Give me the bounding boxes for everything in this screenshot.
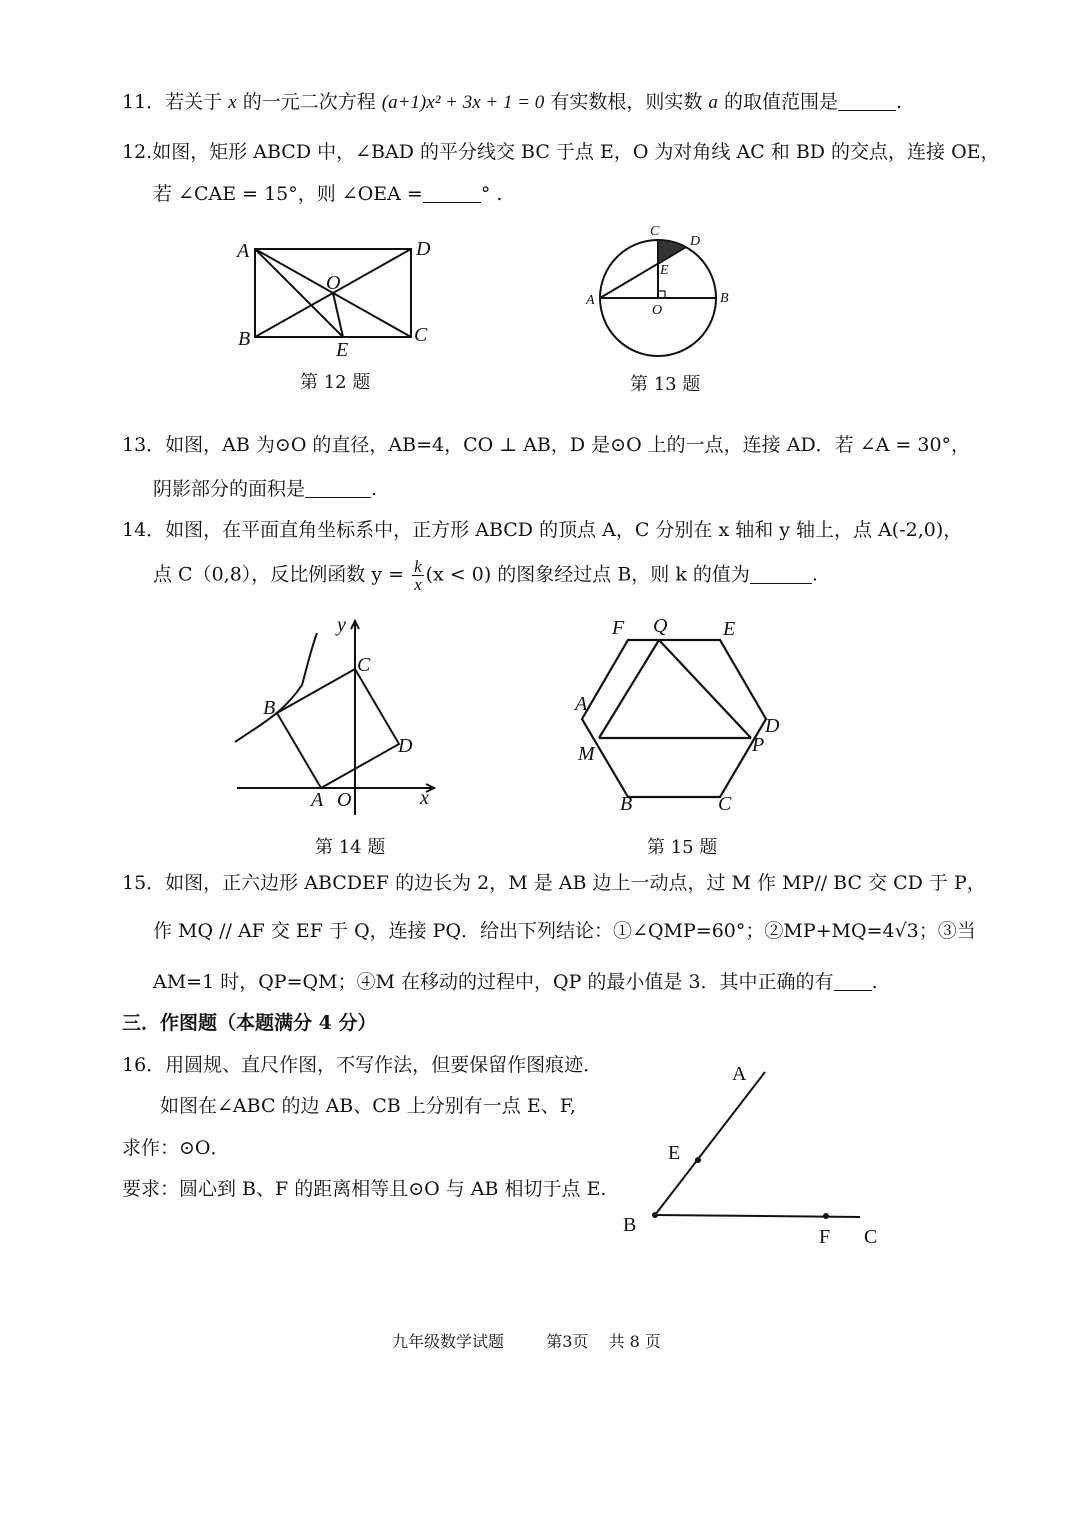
fig14-label-a: A (311, 789, 324, 811)
fig12-label-e: E (336, 339, 349, 361)
fig12-label-b: B (238, 328, 251, 350)
q12-line-1: 12.如图，矩形 ABCD 中，∠BAD 的平分线交 BC 于点 E，O 为对角线 AC 和 BD 的交点，连接 OE， (122, 141, 1000, 163)
shaded-region (658, 240, 686, 264)
fig14-label-c: C (357, 654, 371, 676)
square-abcd (277, 669, 399, 788)
figure-15 (570, 610, 800, 825)
q15-line-2: 作 MQ // AF 交 EF 于 Q，连接 PQ．给出下列结论：①∠QMP=60°；②MP+MQ=4√3；③当 (153, 920, 976, 942)
fig14-label-o: O (337, 789, 352, 811)
q16-line-3: 求作：⊙O． (122, 1137, 230, 1159)
footer (392, 1329, 661, 1352)
q14-frac-num: k (414, 557, 422, 576)
q11-var-a: a (708, 92, 718, 113)
q13-line-2-text: 阴影部分的面积是 (153, 478, 306, 500)
fig15-label-d: D (765, 715, 780, 737)
q12-line-2 (153, 184, 502, 204)
fig15-caption: 第 15 题 (647, 837, 718, 858)
fig13-caption: 第 13 题 (630, 374, 701, 395)
footer-total: 共 8 页 (608, 1332, 661, 1351)
q14-line-2-end: . (811, 563, 818, 586)
fig16-label-a: A (732, 1063, 747, 1085)
fig15-label-b: B (620, 793, 633, 815)
fig12-label-c: C (414, 324, 428, 346)
figure-16 (615, 1060, 905, 1255)
q11-line (122, 92, 902, 112)
fig15-label-c: C (718, 793, 732, 815)
q14-line-2-text-b: (x < 0) 的图象经过点 B，则 k 的值为 (425, 563, 750, 586)
q12-answer-blank[interactable] (423, 184, 481, 203)
fig12-caption: 第 12 题 (300, 372, 371, 393)
q11-end: . (895, 91, 903, 113)
fig14-label-x: x (420, 787, 429, 809)
fig15-label-f: F (612, 617, 625, 639)
q11-text-d: 的取值范围是 (723, 91, 838, 113)
q11-text-b: 的一元二次方程 (242, 91, 376, 113)
q15-line-3-end: . (871, 971, 878, 993)
q15-line-1: 15．如图，正六边形 ABCDEF 的边长为 2，M 是 AB 边上一动点，过 M 作 MP// BC 交 CD 于 P， (122, 872, 986, 894)
fig14-label-y: y (337, 614, 346, 636)
q13-line-2 (153, 479, 377, 499)
q13-line-2-end: . (371, 478, 378, 500)
footer-title: 九年级数学试题 (392, 1332, 505, 1351)
fig12-label-a: A (237, 240, 250, 262)
q11-var-x: x (228, 92, 237, 113)
q14-fraction (412, 558, 424, 593)
q11-text-c: 有实数根，则实数 (550, 91, 703, 113)
q14-answer-blank[interactable] (750, 565, 812, 584)
q16-line-4: 要求：圆心到 B、F 的距离相等且⊙O 与 AB 相切于点 E. (122, 1178, 607, 1200)
fig13-label-o: O (652, 303, 663, 318)
fig15-label-e: E (723, 618, 736, 640)
fig12-label-d: D (416, 238, 431, 260)
fig13-label-d: D (690, 234, 701, 249)
q13-line-1: 13．如图，AB 为⊙O 的直径，AB=4，CO ⊥ AB，D 是⊙O 上的一点，连接 AD．若 ∠A = 30°， (122, 434, 971, 456)
q12-line-2-end: ° . (480, 183, 503, 205)
q15-line-3-text: AM=1 时，QP=QM；④M 在移动的过程中，QP 的最小值是 3．其中正确的有 (153, 971, 834, 993)
q15-answer-blank[interactable] (834, 972, 872, 991)
q15-line-3 (153, 972, 878, 992)
fig13-label-e: E (660, 263, 669, 278)
point-e (695, 1157, 701, 1163)
segment-mq (599, 640, 659, 738)
footer-page: 第3页 (546, 1332, 589, 1351)
right-angle-mark (658, 291, 665, 298)
q14-line-2-text: 点 C（0,8），反比例函数 y = (153, 563, 405, 586)
q12-line-2-text: 若 ∠CAE = 15°，则 ∠OEA = (153, 183, 423, 205)
q11-equation: (a+1)x² + 3x + 1 = 0 (381, 92, 545, 113)
fig16-label-f: F (819, 1226, 831, 1248)
figure-13 (580, 222, 740, 362)
ray-bc (655, 1215, 860, 1217)
hyperbola-curve (235, 633, 317, 742)
q16-line-1: 16．用圆规、直尺作图，不写作法，但要保留作图痕迹． (122, 1054, 603, 1076)
segment-qp (659, 640, 751, 738)
q11-answer-blank[interactable] (838, 92, 896, 111)
fig14-label-d: D (398, 735, 413, 757)
fig13-label-c: C (650, 224, 660, 239)
fig13-label-a: A (586, 293, 595, 308)
q14-line-1: 14．如图，在平面直角坐标系中，正方形 ABCD 的顶点 A，C 分别在 x 轴和 y 轴上，点 A(-2,0)， (122, 519, 963, 541)
segment-oe (333, 293, 343, 337)
point-f (823, 1213, 829, 1219)
fig16-label-c: C (864, 1226, 878, 1248)
figure-12 (230, 235, 450, 365)
fig15-label-p: P (752, 734, 765, 756)
fig15-label-m: M (578, 743, 595, 765)
fig13-label-b: B (720, 291, 729, 306)
fig12-label-o: O (326, 272, 341, 294)
q14-line-2 (153, 558, 818, 593)
section-3-heading: 三．作图题（本题满分 4 分） (122, 1012, 377, 1034)
q16-line-2: 如图在∠ABC 的边 AB、CB 上分别有一点 E、F, (160, 1095, 576, 1117)
fig16-label-e: E (668, 1142, 681, 1164)
q11-text-a: 11．若关于 (122, 91, 223, 113)
point-b (652, 1212, 658, 1218)
hexagon-abcdef (582, 640, 766, 797)
figure-14 (225, 605, 445, 815)
fig14-label-b: B (263, 697, 276, 719)
q13-answer-blank[interactable] (305, 479, 371, 498)
fig16-label-b: B (623, 1214, 637, 1236)
fig15-label-a: A (575, 693, 588, 715)
q14-frac-den: x (414, 575, 422, 594)
fig15-label-q: Q (653, 615, 668, 637)
fig14-caption: 第 14 题 (315, 837, 386, 858)
